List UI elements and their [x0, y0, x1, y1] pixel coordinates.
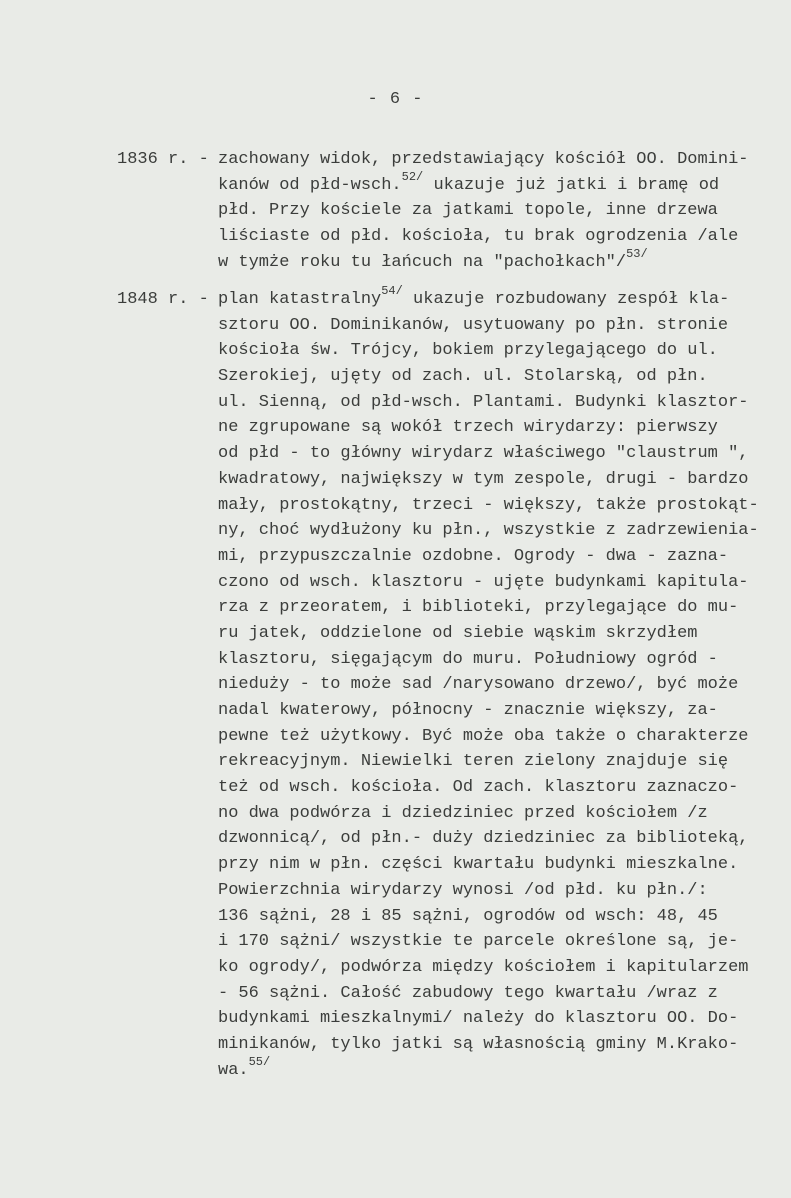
text-line	[218, 338, 777, 364]
text-segment: ny, choć wydłużony ku płn., wszystkie z zadrzewienia-	[218, 521, 759, 541]
text-line	[218, 981, 777, 1007]
text-line	[218, 595, 777, 621]
footnote-reference: 54/	[381, 284, 403, 298]
text-line	[218, 929, 777, 955]
text-line	[218, 147, 777, 173]
entry-body	[218, 284, 777, 1083]
text-segment: plan katastralny	[218, 290, 382, 309]
text-line	[218, 313, 777, 339]
footnote-reference: 52/	[401, 169, 424, 184]
text-line	[218, 198, 777, 224]
text-segment: od płd - to główny wirydarz właściwego "claustrum ",	[218, 444, 749, 464]
text-segment: czono od wsch. klasztoru - ujęte budynkami kapitula-	[218, 572, 749, 592]
text-line	[218, 364, 777, 390]
text-segment: kwadratowy, największy w tym zespole, drugi - bardzo	[218, 469, 749, 489]
text-segment: wa.	[218, 1060, 249, 1080]
text-segment: liściaste od płd. kościoła, tu brak ogrodzenia /ale	[218, 227, 739, 247]
text-line	[218, 878, 777, 904]
footnote-reference: 55/	[248, 1054, 271, 1069]
text-line	[218, 672, 777, 698]
text-segment: ukazuje już jatki i bramę od	[423, 175, 720, 195]
entry-body	[218, 147, 777, 275]
text-segment: klasztoru, sięgającym do muru. Południowy ogród -	[218, 649, 718, 669]
text-segment: Szerokiej, ujęty od zach. ul. Stolarską, od płn.	[218, 367, 708, 387]
text-segment: dzwonnicą/, od płn.- duży dziedziniec za biblioteką,	[218, 829, 749, 849]
text-segment: w tymże roku tu łańcuch na "pachołkach"/	[218, 252, 627, 272]
text-line	[218, 284, 777, 313]
text-segment: kościoła św. Trójcy, bokiem przylegającego do ul.	[218, 341, 718, 361]
text-line	[218, 647, 777, 673]
text-segment: - 56 sążni. Całość zabudowy tego kwartału /wraz z	[218, 983, 718, 1003]
text-segment: ul. Sienną, od płd-wsch. Plantami. Budynki klasztor-	[218, 392, 749, 412]
text-segment: Powierzchnia wirydarzy wynosi /od płd. ku płn./:	[218, 880, 708, 900]
text-segment: no dwa podwórza i dziedziniec przed kościołem /z	[218, 803, 708, 823]
text-segment: budynkami mieszkalnymi/ należy do klasztoru OO. Do-	[218, 1009, 739, 1029]
text-line	[218, 493, 777, 519]
text-segment: mi, przypuszczalnie ozdobne. Ogrody - dwa - zazna-	[218, 546, 729, 566]
text-line	[218, 1006, 777, 1032]
text-line	[218, 467, 777, 493]
text-segment: pewne też użytkowy. Być może oba także o charakterze	[218, 726, 749, 746]
text-line	[218, 246, 777, 276]
text-segment: zachowany widok, przedstawiający kościół OO. Domini-	[218, 150, 749, 169]
text-line	[218, 955, 777, 981]
text-line	[218, 544, 777, 570]
text-segment: i 170 sążni/ wszystkie te parcele określone są, je-	[218, 932, 739, 952]
text-segment: 136 sążni, 28 i 85 sążni, ogrodów od wsch: 48, 45	[218, 906, 718, 926]
chronology-entry-1836	[117, 147, 777, 275]
text-segment: ne zgrupowane są wokół trzech wirydarzy: pierwszy	[218, 418, 718, 438]
text-segment: mały, prostokątny, trzeci - większy, także prostokąt-	[218, 495, 759, 515]
text-line	[218, 390, 777, 416]
text-line	[218, 224, 777, 250]
text-line	[218, 518, 777, 544]
text-segment: minikanów, tylko jatki są własnością gminy M.Krako-	[218, 1034, 739, 1054]
text-line	[218, 852, 777, 878]
text-line	[218, 904, 777, 930]
entry-year-label: 1836 r. -	[117, 150, 209, 169]
text-segment: kanów od płd-wsch.	[218, 175, 402, 195]
text-segment: ru jatek, oddzielone od siebie wąskim skrzydłem	[218, 623, 698, 643]
chronology-entry-1848	[117, 284, 777, 1083]
text-segment: nieduży - to może sad /narysowano drzewo/, być może	[218, 675, 739, 695]
text-line	[218, 801, 777, 827]
text-segment: sztoru OO. Dominikanów, usytuowany po płn. stronie	[218, 315, 729, 335]
text-segment: ko ogrody/, podwórza między kościołem i kapitularzem	[218, 957, 749, 977]
text-line	[218, 749, 777, 775]
text-line	[218, 698, 777, 724]
text-line	[218, 775, 777, 801]
text-line	[218, 1054, 777, 1084]
text-segment: płd. Przy kościele za jatkami topole, inne drzewa	[218, 201, 718, 221]
text-line	[218, 724, 777, 750]
entry-year-label: 1848 r. -	[117, 290, 209, 309]
text-segment: też od wsch. kościoła. Od zach. klasztoru zaznaczo-	[218, 778, 739, 798]
text-segment: rza z przeoratem, i biblioteki, przylegające do mu-	[218, 598, 739, 618]
text-segment: rekreacyjnym. Niewielki teren zielony znajduje się	[218, 752, 729, 772]
page-number: - 6 -	[367, 90, 424, 109]
text-line	[218, 621, 777, 647]
text-segment: nadal kwaterowy, północny - znacznie większy, za-	[218, 701, 718, 720]
text-segment: przy nim w płn. części kwartału budynki mieszkalne.	[218, 855, 739, 875]
text-line	[218, 415, 777, 441]
text-segment: ukazuje rozbudowany zespół kla-	[402, 290, 730, 309]
text-line	[218, 441, 777, 467]
text-line	[218, 1032, 777, 1058]
text-line	[218, 570, 777, 596]
text-line	[218, 826, 777, 852]
footnote-reference: 53/	[626, 246, 648, 261]
text-line	[218, 169, 777, 199]
